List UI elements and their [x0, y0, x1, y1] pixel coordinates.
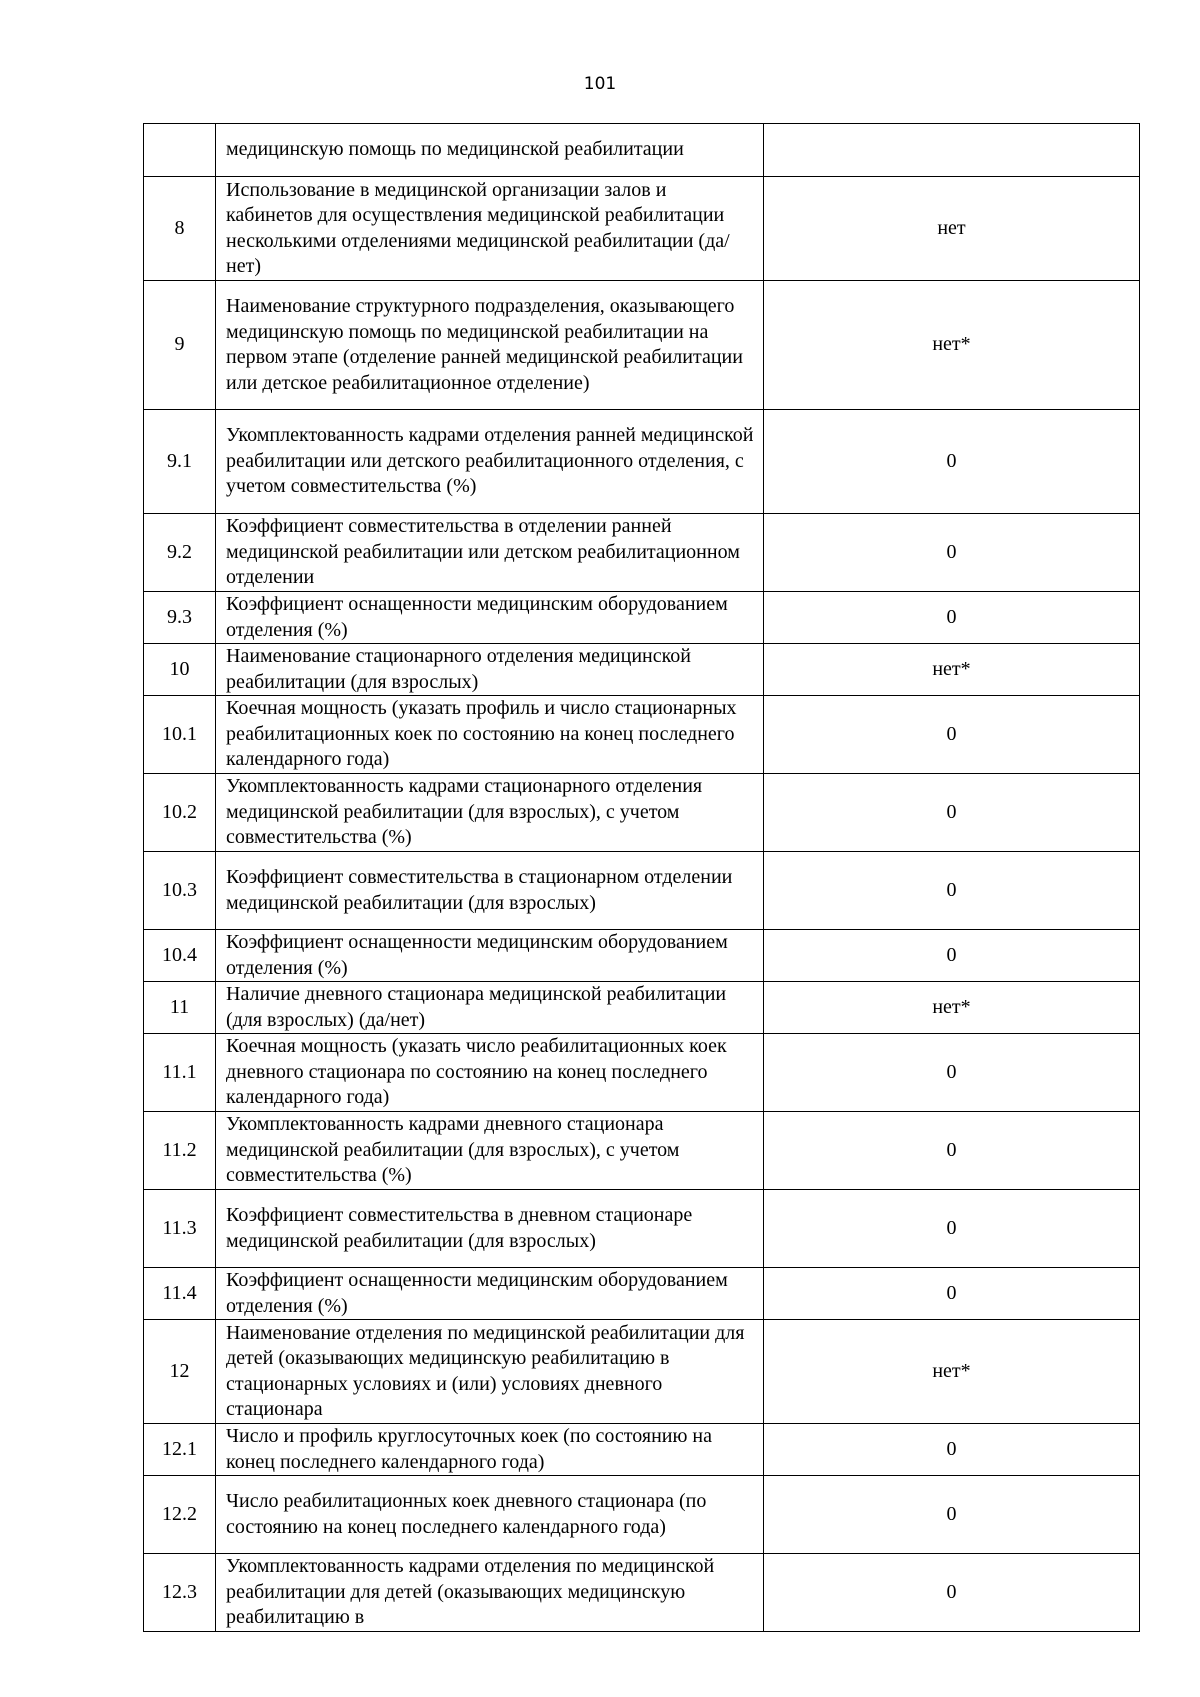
row-number: 9: [144, 281, 216, 410]
table-row: [144, 177, 1140, 281]
row-number: 12.3: [144, 1554, 216, 1632]
row-description: Коэффициент оснащенности медицинским оборудованием отделения (%): [216, 592, 764, 644]
row-value: 0: [764, 1034, 1140, 1112]
table-row: [144, 930, 1140, 982]
row-value: 0: [764, 1268, 1140, 1320]
row-number: 10.4: [144, 930, 216, 982]
row-value: 0: [764, 1424, 1140, 1476]
row-value: 0: [764, 410, 1140, 514]
row-number: 8: [144, 177, 216, 281]
row-description: Число и профиль круглосуточных коек (по состоянию на конец последнего календарного года): [216, 1424, 764, 1476]
row-description: Наличие дневного стационара медицинской реабилитации (для взрослых) (да/нет): [216, 982, 764, 1034]
table-row: [144, 592, 1140, 644]
row-value: 0: [764, 1554, 1140, 1632]
row-value: нет*: [764, 982, 1140, 1034]
row-description: Наименование структурного подразделения, оказывающего медицинскую помощь по медицинской реабилитации на первом этапе (отделение ранней медицинской реабилитации или детское реабилитационное отделение): [216, 281, 764, 410]
row-value: 0: [764, 852, 1140, 930]
row-number: 11.3: [144, 1190, 216, 1268]
row-number: 10.3: [144, 852, 216, 930]
row-value: нет*: [764, 281, 1140, 410]
row-description: Коечная мощность (указать число реабилитационных коек дневного стационара по состоянию на конец последнего календарного года): [216, 1034, 764, 1112]
row-description: Коэффициент оснащенности медицинским оборудованием отделения (%): [216, 1268, 764, 1320]
row-number: 11.2: [144, 1112, 216, 1190]
row-description: Наименование отделения по медицинской реабилитации для детей (оказывающих медицинскую реабилитацию в стационарных условиях и (или) условиях дневного стационара: [216, 1320, 764, 1424]
row-number: [144, 124, 216, 177]
row-value: 0: [764, 1476, 1140, 1554]
row-description: Коэффициент совместительства в отделении ранней медицинской реабилитации или детском реабилитационном отделении: [216, 514, 764, 592]
row-description: Число реабилитационных коек дневного стационара (по состоянию на конец последнего календарного года): [216, 1476, 764, 1554]
table-row: [144, 410, 1140, 514]
row-description: Укомплектованность кадрами отделения по медицинской реабилитации для детей (оказывающих медицинскую реабилитацию в: [216, 1554, 764, 1632]
table-row: [144, 124, 1140, 177]
table-row: [144, 1112, 1140, 1190]
row-value: нет: [764, 177, 1140, 281]
row-description: Коэффициент совместительства в стационарном отделении медицинской реабилитации (для взрослых): [216, 852, 764, 930]
table-row: [144, 1034, 1140, 1112]
row-number: 11: [144, 982, 216, 1034]
row-value: нет*: [764, 1320, 1140, 1424]
table-row: [144, 644, 1140, 696]
page-number: 101: [583, 74, 617, 94]
row-description: медицинскую помощь по медицинской реабилитации: [216, 124, 764, 177]
row-description: Коэффициент оснащенности медицинским оборудованием отделения (%): [216, 930, 764, 982]
table-row: [144, 514, 1140, 592]
row-number: 9.2: [144, 514, 216, 592]
table-row: [144, 696, 1140, 774]
row-value: [764, 124, 1140, 177]
row-number: 12.1: [144, 1424, 216, 1476]
row-value: 0: [764, 774, 1140, 852]
row-number: 10.2: [144, 774, 216, 852]
row-description: Использование в медицинской организации залов и кабинетов для осуществления медицинской реабилитации несколькими отделениями медицинской реабилитации (да/нет): [216, 177, 764, 281]
row-description: Укомплектованность кадрами отделения ранней медицинской реабилитации или детского реабилитационного отделения, с учетом совместительства (%): [216, 410, 764, 514]
row-number: 11.1: [144, 1034, 216, 1112]
row-number: 10.1: [144, 696, 216, 774]
row-description: Коечная мощность (указать профиль и число стационарных реабилитационных коек по состоянию на конец последнего календарного года): [216, 696, 764, 774]
row-value: 0: [764, 696, 1140, 774]
table-row: [144, 982, 1140, 1034]
row-number: 9.1: [144, 410, 216, 514]
table-row: [144, 1424, 1140, 1476]
row-value: 0: [764, 1190, 1140, 1268]
table-row: [144, 1190, 1140, 1268]
row-number: 9.3: [144, 592, 216, 644]
row-value: 0: [764, 592, 1140, 644]
table-row: [144, 1320, 1140, 1424]
table-row: [144, 1268, 1140, 1320]
table-row: [144, 852, 1140, 930]
row-description: Укомплектованность кадрами дневного стационара медицинской реабилитации (для взрослых), с учетом совместительства (%): [216, 1112, 764, 1190]
row-value: 0: [764, 514, 1140, 592]
data-table: [143, 123, 1140, 1632]
row-number: 11.4: [144, 1268, 216, 1320]
row-value: 0: [764, 1112, 1140, 1190]
row-description: Коэффициент совместительства в дневном стационаре медицинской реабилитации (для взрослых): [216, 1190, 764, 1268]
row-description: Наименование стационарного отделения медицинской реабилитации (для взрослых): [216, 644, 764, 696]
row-number: 12: [144, 1320, 216, 1424]
row-value: 0: [764, 930, 1140, 982]
table-row: [144, 281, 1140, 410]
row-value: нет*: [764, 644, 1140, 696]
table-row: [144, 1476, 1140, 1554]
row-number: 12.2: [144, 1476, 216, 1554]
row-number: 10: [144, 644, 216, 696]
table-body: [144, 124, 1140, 1632]
row-description: Укомплектованность кадрами стационарного отделения медицинской реабилитации (для взрослых), с учетом совместительства (%): [216, 774, 764, 852]
table-row: [144, 1554, 1140, 1632]
table-row: [144, 774, 1140, 852]
